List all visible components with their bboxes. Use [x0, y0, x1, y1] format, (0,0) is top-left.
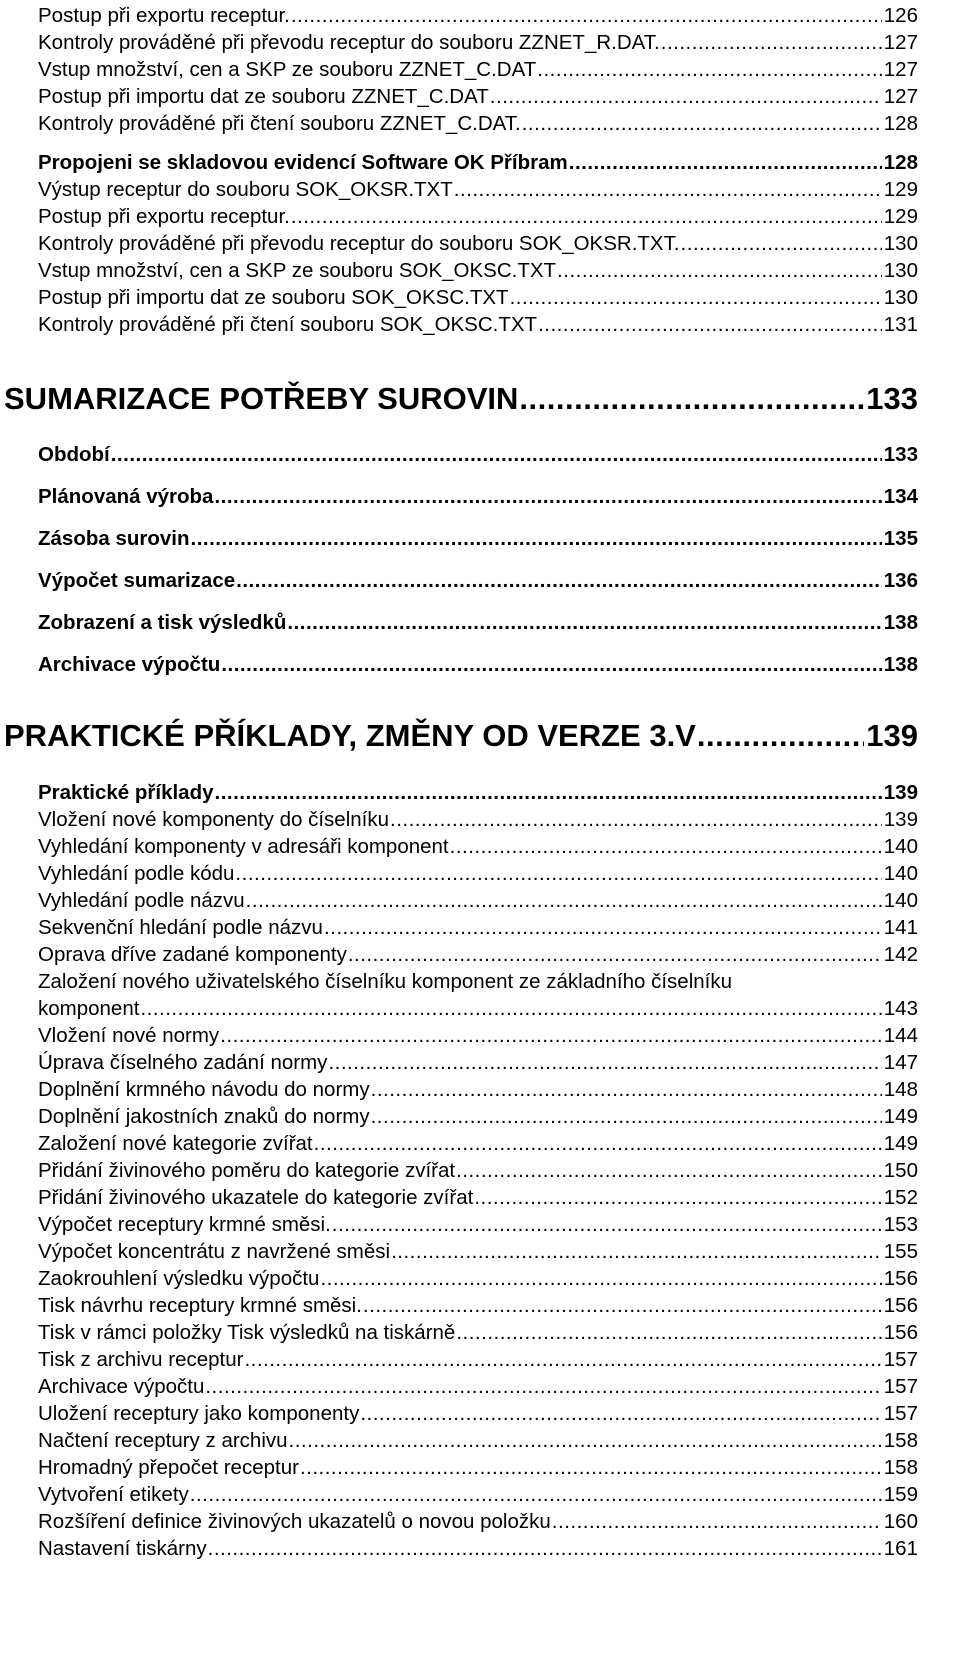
toc-entry-title: Zobrazení a tisk výsledků [38, 611, 287, 634]
toc-entry[interactable] [38, 941, 918, 968]
toc-entry[interactable] [38, 609, 918, 636]
toc-entry-page: 156 [883, 1321, 918, 1344]
toc-entry-page: 130 [883, 232, 918, 255]
dot-leader [450, 833, 882, 860]
toc-entry-page: 136 [883, 569, 918, 592]
toc-entry[interactable] [38, 860, 918, 887]
dot-leader [221, 651, 881, 678]
toc-entry-title: Kontroly prováděné při převodu receptur do souboru SOK_OKSR.TXT. [38, 232, 680, 255]
toc-entry[interactable] [38, 1157, 918, 1184]
toc-entry-page: 131 [883, 313, 918, 336]
toc-entry-title: Úprava číselného zadání normy [38, 1051, 328, 1074]
dot-leader [538, 311, 882, 338]
toc-entry-title: Vyhledání podle kódu [38, 862, 235, 885]
toc-entry-title: Archivace výpočtu [38, 1375, 205, 1398]
toc-entry-page: 138 [883, 653, 918, 676]
dot-leader [519, 380, 864, 418]
toc-entry-page: 156 [883, 1267, 918, 1290]
toc-entry[interactable] [38, 230, 918, 257]
dot-leader [300, 1454, 882, 1481]
dot-leader [208, 1535, 882, 1562]
toc-chapter[interactable] [4, 380, 918, 418]
toc-entry-page: 141 [883, 916, 918, 939]
dot-leader [454, 176, 882, 203]
toc-entry-title: Praktické příklady [38, 781, 214, 804]
dot-leader [569, 149, 882, 176]
toc-entry-title: Období [38, 443, 110, 466]
toc-entry-title: Vložení nové komponenty do číselníku [38, 808, 389, 831]
toc-entry[interactable] [38, 1049, 918, 1076]
dot-leader [291, 2, 882, 29]
toc-entry[interactable] [38, 2, 918, 29]
toc-entry-title: Vstup množství, cen a SKP ze souboru ZZNET_C.DAT [38, 58, 537, 81]
toc-entry-title: Archivace výpočtu [38, 653, 221, 676]
dot-leader [661, 29, 882, 56]
toc-entry[interactable] [38, 257, 918, 284]
toc-entry-page: 133 [883, 443, 918, 466]
toc-entry-page: 130 [883, 286, 918, 309]
dot-leader [324, 914, 882, 941]
toc-entry-page: 159 [883, 1483, 918, 1506]
dot-leader [552, 1508, 882, 1535]
toc-entry[interactable] [38, 1427, 918, 1454]
toc-entry[interactable] [38, 56, 918, 83]
toc-entry-page: 143 [883, 997, 918, 1020]
toc-entry-title: Doplnění jakostních znaků do normy [38, 1105, 370, 1128]
toc-entry-title: SUMARIZACE POTŘEBY SUROVIN [4, 381, 519, 416]
toc-entry-title: Postup při importu dat ze souboru SOK_OKSC.TXT [38, 286, 509, 309]
toc-entry[interactable] [38, 651, 918, 678]
toc-entry-title: Rozšíření definice živinových ukazatelů o novou položku [38, 1510, 551, 1533]
toc-entry[interactable] [38, 914, 918, 941]
toc-entry-page: 139 [866, 718, 918, 753]
toc-entry-title: Vytvoření etikety [38, 1483, 189, 1506]
toc-entry-page: 149 [883, 1105, 918, 1128]
dot-leader [291, 203, 882, 230]
toc-entry-title: Kontroly prováděné při čtení souboru ZZNET_C.DAT. [38, 112, 521, 135]
toc-entry[interactable] [38, 1454, 918, 1481]
toc-entry[interactable] [38, 1535, 918, 1562]
dot-leader [332, 1211, 882, 1238]
toc-entry-title: Založení nové kategorie zvířat [38, 1132, 313, 1155]
toc-entry-page: 156 [883, 1294, 918, 1317]
toc-entry-page: 128 [883, 151, 918, 174]
toc-entry[interactable] [38, 1265, 918, 1292]
dot-leader [474, 1184, 881, 1211]
toc-entry[interactable] [38, 1238, 918, 1265]
dot-leader [287, 609, 881, 636]
toc-entry-page: 161 [883, 1537, 918, 1560]
dot-leader [320, 1265, 881, 1292]
toc-entry-title: Zásoba surovin [38, 527, 190, 550]
toc-entry-title: Kontroly prováděné při čtení souboru SOK_OKSC.TXT [38, 313, 538, 336]
toc-entry[interactable] [38, 1103, 918, 1130]
toc-entry-title: Vstup množství, cen a SKP ze souboru SOK_OKSC.TXT [38, 259, 557, 282]
toc-entry[interactable] [38, 1130, 918, 1157]
toc-entry-title: Vyhledání komponenty v adresáři komponent [38, 835, 449, 858]
dot-leader [390, 806, 882, 833]
toc-entry[interactable] [38, 1373, 918, 1400]
toc-entry-page: 160 [883, 1510, 918, 1533]
toc-entry-page: 155 [883, 1240, 918, 1263]
toc-entry-title: Plánovaná výroba [38, 485, 214, 508]
toc-entry-page: 140 [883, 889, 918, 912]
toc-entry-title: Vyhledání podle názvu [38, 889, 245, 912]
toc-entry-page: 158 [883, 1456, 918, 1479]
toc-entry-page: 134 [883, 485, 918, 508]
toc-entry-title: Načtení receptury z archivu [38, 1429, 288, 1452]
dot-leader [220, 1022, 882, 1049]
toc-entry[interactable] [38, 1292, 918, 1319]
toc-entry[interactable] [38, 311, 918, 338]
toc-entry-page: 129 [883, 205, 918, 228]
toc-entry[interactable] [38, 525, 918, 552]
dot-leader [244, 1346, 881, 1373]
dot-leader [681, 230, 882, 257]
toc-entry[interactable] [38, 1211, 918, 1238]
toc-entry[interactable] [38, 284, 918, 311]
toc-entry-page: 129 [883, 178, 918, 201]
dot-leader [191, 525, 882, 552]
toc-entry[interactable] [38, 1319, 918, 1346]
toc-entry[interactable] [38, 1508, 918, 1535]
toc-entry-page: 144 [883, 1024, 918, 1047]
toc-entry-page: 127 [883, 85, 918, 108]
dot-leader [363, 1292, 882, 1319]
toc-entry[interactable] [38, 1346, 918, 1373]
toc-entry[interactable] [38, 483, 918, 510]
dot-leader [236, 567, 882, 594]
toc-entry-title: Tisk z archivu receptur [38, 1348, 244, 1371]
toc-entry-page: 140 [883, 835, 918, 858]
dot-leader [348, 941, 882, 968]
dot-leader [557, 257, 882, 284]
toc-entry[interactable] [38, 1022, 918, 1049]
toc-entry-page: 135 [883, 527, 918, 550]
dot-leader [214, 483, 881, 510]
toc-entry-title: Založení nového uživatelského číselníku komponent ze základního číselníku [38, 970, 732, 993]
toc-entry[interactable] [38, 1400, 918, 1427]
toc-entry-page: 138 [883, 611, 918, 634]
toc-entry-page: 127 [883, 31, 918, 54]
toc-entry-title: Postup při exportu receptur. [38, 205, 290, 228]
toc-entry[interactable] [38, 968, 918, 1022]
toc-entry-title: Tisk v rámci položky Tisk výsledků na tiskárně [38, 1321, 456, 1344]
toc-entry-page: 130 [883, 259, 918, 282]
dot-leader [391, 1238, 882, 1265]
toc-entry-title: Uložení receptury jako komponenty [38, 1402, 360, 1425]
toc-entry-page: 152 [883, 1186, 918, 1209]
toc-entry-page: 149 [883, 1132, 918, 1155]
toc-entry[interactable] [38, 887, 918, 914]
toc-entry[interactable] [38, 779, 918, 806]
toc-entry[interactable] [38, 806, 918, 833]
toc-entry-page: 139 [883, 808, 918, 831]
toc-entry-page: 150 [883, 1159, 918, 1182]
dot-leader [490, 83, 882, 110]
toc-entry[interactable] [38, 149, 918, 176]
toc-entry-title: Doplnění krmného návodu do normy [38, 1078, 370, 1101]
toc-entry-page: 153 [883, 1213, 918, 1236]
toc-entry-title: Vložení nové normy [38, 1024, 220, 1047]
toc-entry-title: Kontroly prováděné při převodu receptur do souboru ZZNET_R.DAT. [38, 31, 660, 54]
toc-entry-title: Výpočet koncentrátu z navržené směsi [38, 1240, 391, 1263]
toc-entry-page: 140 [883, 862, 918, 885]
toc-entry-page: 127 [883, 58, 918, 81]
dot-leader [697, 717, 864, 755]
toc-entry[interactable] [38, 1076, 918, 1103]
dot-leader [111, 441, 882, 468]
toc-entry-page: 142 [883, 943, 918, 966]
dot-leader [360, 1400, 881, 1427]
toc-entry-title: Hromadný přepočet receptur [38, 1456, 299, 1479]
toc-entry[interactable] [38, 29, 918, 56]
toc-entry-page: 157 [883, 1375, 918, 1398]
dot-leader [371, 1103, 882, 1130]
dot-leader [235, 860, 881, 887]
toc-entry-page: 139 [883, 781, 918, 804]
toc-entry[interactable] [38, 441, 918, 468]
dot-leader [371, 1076, 882, 1103]
toc-entry-page: 158 [883, 1429, 918, 1452]
dot-leader [522, 110, 882, 137]
toc-entry[interactable] [38, 833, 918, 860]
toc-entry-page: 157 [883, 1348, 918, 1371]
toc-entry-page: 133 [866, 381, 918, 416]
toc-entry-title: Výpočet sumarizace [38, 569, 236, 592]
dot-leader [510, 284, 882, 311]
dot-leader [289, 1427, 882, 1454]
toc-entry-title: Tisk návrhu receptury krmné směsi. [38, 1294, 362, 1317]
toc-entry-page: 147 [883, 1051, 918, 1074]
dot-leader [140, 995, 881, 1022]
toc-entry-title: Postup při exportu receptur. [38, 4, 290, 27]
toc-entry-title: PRAKTICKÉ PŘÍKLADY, ZMĚNY OD VERZE 3.V [4, 718, 696, 753]
dot-leader [215, 779, 882, 806]
toc-entry[interactable] [38, 83, 918, 110]
toc-entry[interactable] [38, 110, 918, 137]
dot-leader [314, 1130, 882, 1157]
toc-entry-title: Propojeni se skladovou evidencí Software OK Příbram [38, 151, 568, 174]
toc-entry-title: Postup při importu dat ze souboru ZZNET_C.DAT [38, 85, 489, 108]
toc-entry-title: Přidání živinového poměru do kategorie zvířat [38, 1159, 456, 1182]
toc-entry-page: 126 [883, 4, 918, 27]
dot-leader [246, 887, 882, 914]
dot-leader [456, 1157, 882, 1184]
toc-entry-title: Výstup receptur do souboru SOK_OKSR.TXT [38, 178, 453, 201]
dot-leader [456, 1319, 881, 1346]
toc-entry-page: 128 [883, 112, 918, 135]
toc-entry-title: Sekvenční hledání podle názvu [38, 916, 323, 939]
toc-entry-title: Přidání živinového ukazatele do kategorie zvířat [38, 1186, 474, 1209]
toc-chapter[interactable] [4, 717, 918, 755]
dot-leader [537, 56, 882, 83]
toc-entry-title-continued: komponent [38, 997, 140, 1020]
toc-entry-title: Výpočet receptury krmné směsi. [38, 1213, 331, 1236]
toc-entry-title: Nastavení tiskárny [38, 1537, 207, 1560]
toc-entry[interactable] [38, 176, 918, 203]
toc-entry-title: Oprava dříve zadané komponenty [38, 943, 347, 966]
toc-entry-title: Zaokrouhlení výsledku výpočtu [38, 1267, 320, 1290]
toc-entry[interactable] [38, 1481, 918, 1508]
dot-leader [205, 1373, 881, 1400]
toc-entry[interactable] [38, 567, 918, 594]
toc-entry[interactable] [38, 203, 918, 230]
dot-leader [328, 1049, 881, 1076]
toc-entry-page: 157 [883, 1402, 918, 1425]
toc-entry-page: 148 [883, 1078, 918, 1101]
dot-leader [190, 1481, 882, 1508]
toc-entry[interactable] [38, 1184, 918, 1211]
